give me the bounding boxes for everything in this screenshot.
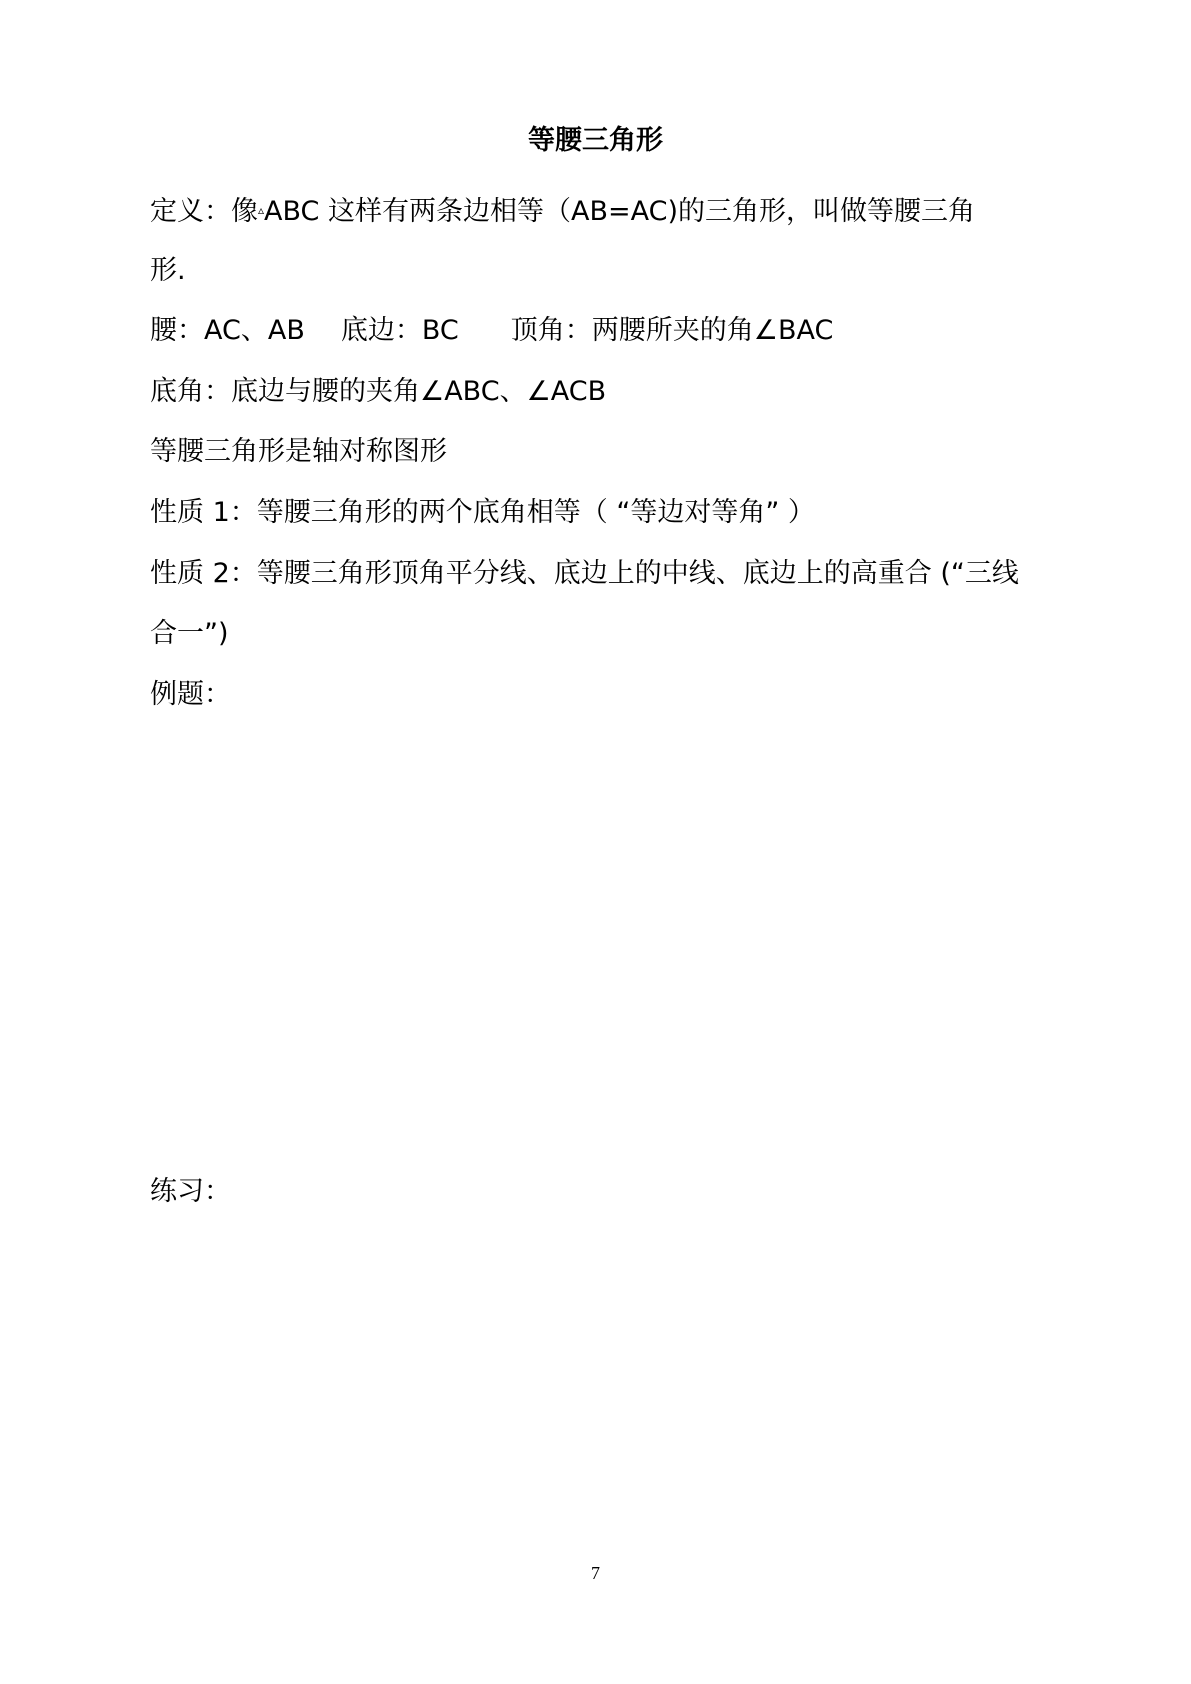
property-1-line: 性质 1：等腰三角形的两个底角相等（ “等边对等角” ） (150, 497, 815, 528)
property-2-line-2: 合一”) (150, 618, 229, 649)
definition-line-1 (150, 192, 975, 230)
legs-text: 腰：AC、AB (150, 315, 305, 346)
vertex-angle-text: 顶角：两腰所夹的角∠BAC (510, 315, 834, 346)
page-number: 7 (591, 1563, 600, 1583)
symmetry-line: 等腰三角形是轴对称图形 (150, 436, 447, 467)
base-text: 底边：BC (340, 315, 459, 346)
page-title: 等腰三角形 (528, 125, 663, 156)
base-angles-line: 底角：底边与腰的夹角∠ABC、∠ACB (150, 376, 607, 407)
exercise-heading: 练习： (150, 1176, 231, 1207)
definition-text: ABC 这样有两条边相等（AB=AC)的三角形，叫做等腰三角 (264, 196, 975, 227)
property-2-line-1: 性质 2：等腰三角形顶角平分线、底边上的中线、底边上的高重合 (“三线 (150, 558, 1019, 589)
example-heading: 例题： (150, 679, 231, 710)
definition-line-2: 形. (150, 255, 186, 286)
definition-prefix: 定义：像 (150, 196, 258, 227)
parts-line (150, 313, 833, 349)
triangle-symbol: ▵ (258, 203, 265, 217)
